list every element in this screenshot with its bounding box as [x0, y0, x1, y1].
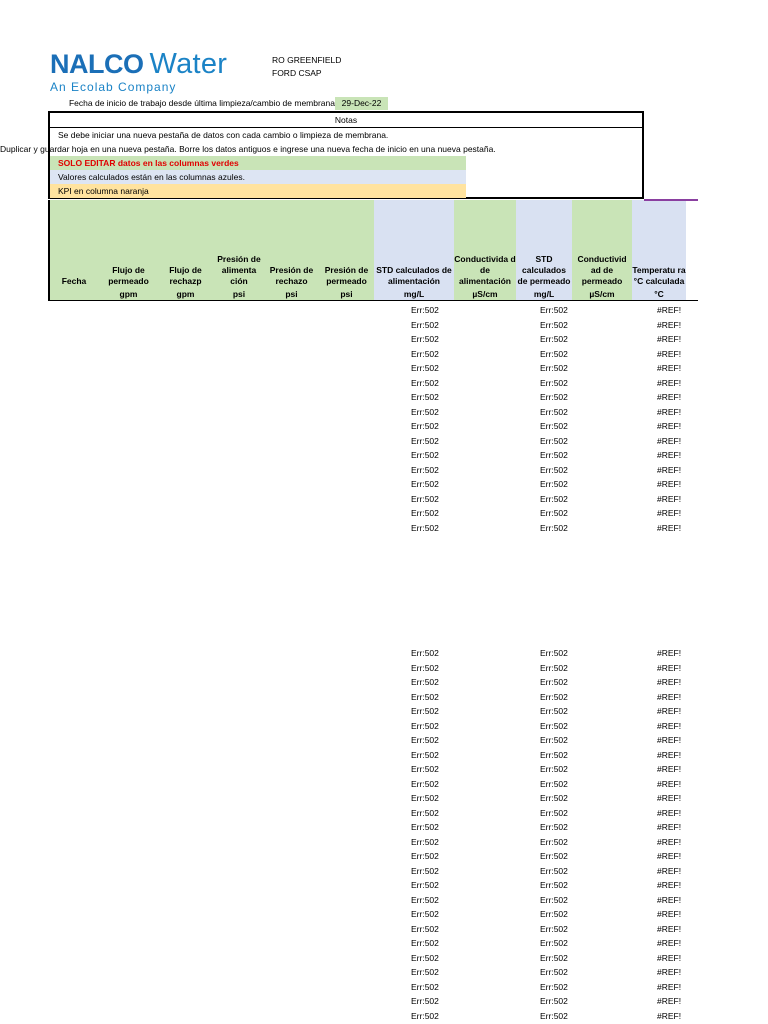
std-feed-cell[interactable]: Err:502: [411, 508, 439, 518]
table-row: [0, 492, 768, 507]
std-permeate-cell[interactable]: Err:502: [540, 851, 568, 861]
table-row: [0, 506, 768, 521]
std-feed-cell[interactable]: Err:502: [411, 996, 439, 1006]
table-row: [0, 318, 768, 333]
std-permeate-cell[interactable]: Err:502: [540, 836, 568, 847]
table-row: [0, 965, 768, 980]
std-feed-cell[interactable]: Err:502: [411, 450, 439, 460]
std-permeate-cell[interactable]: Err:502: [540, 880, 568, 890]
table-row: [0, 690, 768, 705]
std-permeate-cell[interactable]: Err:502: [540, 648, 568, 658]
col-header-flujo-rechazo: Flujo de rechazp gpm: [157, 200, 214, 300]
temperature-cell[interactable]: #REF!: [657, 319, 682, 330]
temperature-cell[interactable]: #REF!: [657, 435, 682, 446]
std-permeate-cell[interactable]: Err:502: [540, 662, 568, 673]
temperature-cell[interactable]: #REF!: [657, 662, 682, 673]
std-permeate-cell[interactable]: Err:502: [540, 1010, 568, 1021]
table-row: [0, 791, 768, 806]
temperature-cell[interactable]: #REF!: [657, 479, 682, 489]
temperature-cell[interactable]: #REF!: [657, 938, 682, 948]
std-feed-cell[interactable]: Err:502: [411, 793, 439, 803]
std-permeate-cell[interactable]: Err:502: [540, 450, 568, 460]
table-row: [0, 332, 768, 347]
std-permeate-cell[interactable]: Err:502: [540, 435, 568, 446]
temperature-cell[interactable]: #REF!: [657, 522, 682, 533]
table-row: [0, 376, 768, 391]
std-feed-cell[interactable]: Err:502: [411, 691, 439, 702]
table-row: [0, 646, 768, 661]
std-permeate-cell[interactable]: Err:502: [540, 967, 568, 977]
std-permeate-cell[interactable]: Err:502: [540, 348, 568, 359]
std-permeate-cell[interactable]: Err:502: [540, 421, 568, 431]
std-feed-cell[interactable]: Err:502: [411, 662, 439, 673]
temperature-cell[interactable]: #REF!: [657, 450, 682, 460]
std-permeate-cell[interactable]: Err:502: [540, 479, 568, 489]
temperature-cell[interactable]: #REF!: [657, 677, 682, 687]
std-feed-cell[interactable]: Err:502: [411, 348, 439, 359]
temperature-cell[interactable]: #REF!: [657, 923, 682, 934]
std-permeate-cell[interactable]: Err:502: [540, 909, 568, 919]
temperature-cell[interactable]: #REF!: [657, 865, 682, 876]
temperature-cell[interactable]: #REF!: [657, 305, 682, 315]
table-row: [0, 1009, 768, 1024]
header-bottom-border: [48, 300, 698, 301]
col-header-presion-alimentacion: Presión de alimenta ción psi: [214, 200, 264, 300]
std-feed-cell[interactable]: Err:502: [411, 735, 439, 745]
std-permeate-cell[interactable]: Err:502: [540, 822, 568, 832]
table-row: [0, 864, 768, 879]
note-blue-columns: Valores calculados están en las columnas azules.: [50, 170, 466, 184]
table-row: [0, 806, 768, 821]
table-header: [48, 200, 686, 300]
std-permeate-cell[interactable]: Err:502: [540, 981, 568, 992]
col-header-std-alimentacion: STD calculados de alimentación mg/L: [374, 200, 454, 300]
std-feed-cell[interactable]: Err:502: [411, 377, 439, 388]
std-feed-cell[interactable]: Err:502: [411, 952, 439, 963]
std-feed-cell[interactable]: Err:502: [411, 305, 439, 315]
std-feed-cell[interactable]: Err:502: [411, 749, 439, 760]
table-row: [0, 719, 768, 734]
table-row: [0, 922, 768, 937]
table-row: [0, 361, 768, 376]
note-duplicate: Duplicar y guardar hoja en una nueva pestaña. Borre los datos antiguos e ingrese una nueva fecha de inicio en una nueva pestaña.: [0, 144, 496, 154]
table-row: [0, 951, 768, 966]
std-permeate-cell[interactable]: Err:502: [540, 377, 568, 388]
std-feed-cell[interactable]: Err:502: [411, 764, 439, 774]
table-row: [0, 477, 768, 492]
std-feed-cell[interactable]: Err:502: [411, 479, 439, 489]
logo-tagline: An Ecolab Company: [50, 80, 177, 94]
temperature-cell[interactable]: #REF!: [657, 793, 682, 803]
table-row: [0, 733, 768, 748]
std-permeate-cell[interactable]: Err:502: [540, 996, 568, 1006]
temperature-cell[interactable]: #REF!: [657, 648, 682, 658]
std-feed-cell[interactable]: Err:502: [411, 865, 439, 876]
table-row: [0, 893, 768, 908]
std-feed-cell[interactable]: Err:502: [411, 807, 439, 818]
note-green-columns: SOLO EDITAR datos en las columnas verdes: [50, 156, 466, 170]
note-new-tab: Se debe iniciar una nueva pestaña de datos con cada cambio o limpieza de membrana.: [58, 130, 389, 140]
table-row: [0, 748, 768, 763]
temperature-cell[interactable]: #REF!: [657, 894, 682, 905]
col-header-flujo-permeado: Flujo de permeado gpm: [100, 200, 157, 300]
std-permeate-cell[interactable]: Err:502: [540, 735, 568, 745]
temperature-cell[interactable]: #REF!: [657, 749, 682, 760]
col-header-std-permeado: STD calculados de permeado mg/L: [516, 200, 572, 300]
std-feed-cell[interactable]: Err:502: [411, 392, 439, 402]
std-feed-cell[interactable]: Err:502: [411, 464, 439, 475]
table-row: [0, 994, 768, 1009]
table-row: [0, 521, 768, 536]
std-permeate-cell[interactable]: Err:502: [540, 865, 568, 876]
std-permeate-cell[interactable]: Err:502: [540, 363, 568, 373]
temperature-cell[interactable]: #REF!: [657, 807, 682, 818]
col-header-presion-permeado: Presión de permeado psi: [319, 200, 374, 300]
col-header-temperatura: Temperatu ra °C calculada °C: [632, 200, 686, 300]
std-permeate-cell[interactable]: Err:502: [540, 406, 568, 417]
std-feed-cell[interactable]: Err:502: [411, 720, 439, 731]
temperature-cell[interactable]: #REF!: [657, 952, 682, 963]
table-row: [0, 419, 768, 434]
notes-title: Notas: [50, 113, 642, 128]
std-permeate-cell[interactable]: Err:502: [540, 334, 568, 344]
std-feed-cell[interactable]: Err:502: [411, 493, 439, 504]
std-feed-cell[interactable]: Err:502: [411, 967, 439, 977]
col-header-fecha: Fecha: [48, 200, 100, 300]
temperature-cell[interactable]: #REF!: [657, 836, 682, 847]
logo-product: Water: [149, 48, 228, 80]
std-feed-cell[interactable]: Err:502: [411, 1010, 439, 1021]
temperature-cell[interactable]: #REF!: [657, 880, 682, 890]
std-permeate-cell[interactable]: Err:502: [540, 319, 568, 330]
temperature-cell[interactable]: #REF!: [657, 508, 682, 518]
table-row: [0, 835, 768, 850]
temperature-cell[interactable]: #REF!: [657, 363, 682, 373]
std-feed-cell[interactable]: Err:502: [411, 909, 439, 919]
std-feed-cell[interactable]: Err:502: [411, 836, 439, 847]
temperature-cell[interactable]: #REF!: [657, 822, 682, 832]
table-row: [0, 849, 768, 864]
site-subname: FORD CSAP: [272, 68, 322, 78]
std-permeate-cell[interactable]: Err:502: [540, 392, 568, 402]
logo-brand: NALCO: [50, 49, 144, 79]
table-row: [0, 347, 768, 362]
table-row: [0, 980, 768, 995]
std-permeate-cell[interactable]: Err:502: [540, 807, 568, 818]
start-date-cell[interactable]: 29-Dec-22: [335, 97, 388, 110]
table-row: [0, 661, 768, 676]
std-permeate-cell[interactable]: Err:502: [540, 464, 568, 475]
std-feed-cell[interactable]: Err:502: [411, 421, 439, 431]
temperature-cell[interactable]: #REF!: [657, 706, 682, 716]
temperature-cell[interactable]: #REF!: [657, 735, 682, 745]
std-permeate-cell[interactable]: Err:502: [540, 677, 568, 687]
temperature-cell[interactable]: #REF!: [657, 764, 682, 774]
temperature-cell[interactable]: #REF!: [657, 348, 682, 359]
nalco-water-logo: [50, 48, 227, 94]
table-row: [0, 820, 768, 835]
temperature-cell[interactable]: #REF!: [657, 967, 682, 977]
table-row: [0, 936, 768, 951]
std-permeate-cell[interactable]: Err:502: [540, 894, 568, 905]
table-row: [0, 907, 768, 922]
std-feed-cell[interactable]: Err:502: [411, 923, 439, 934]
data-block-1: [0, 303, 768, 535]
header-left-border: [48, 200, 50, 300]
col-header-conductividad-alimentacion: Conductivida d de alimentación µS/cm: [454, 200, 516, 300]
std-feed-cell[interactable]: Err:502: [411, 706, 439, 716]
temperature-cell[interactable]: #REF!: [657, 493, 682, 504]
std-feed-cell[interactable]: Err:502: [411, 522, 439, 533]
temperature-cell[interactable]: #REF!: [657, 464, 682, 475]
std-permeate-cell[interactable]: Err:502: [540, 493, 568, 504]
temperature-cell[interactable]: #REF!: [657, 909, 682, 919]
table-row: [0, 303, 768, 318]
table-row: [0, 878, 768, 893]
std-feed-cell[interactable]: Err:502: [411, 851, 439, 861]
std-feed-cell[interactable]: Err:502: [411, 363, 439, 373]
temperature-cell[interactable]: #REF!: [657, 981, 682, 992]
note-kpi-column: KPI en columna naranja: [50, 184, 466, 198]
table-row: [0, 704, 768, 719]
std-feed-cell[interactable]: Err:502: [411, 981, 439, 992]
std-feed-cell[interactable]: Err:502: [411, 880, 439, 890]
std-feed-cell[interactable]: Err:502: [411, 334, 439, 344]
std-permeate-cell[interactable]: Err:502: [540, 764, 568, 774]
table-row: [0, 448, 768, 463]
std-permeate-cell[interactable]: Err:502: [540, 793, 568, 803]
std-feed-cell[interactable]: Err:502: [411, 938, 439, 948]
temperature-cell[interactable]: #REF!: [657, 996, 682, 1006]
table-row: [0, 463, 768, 478]
std-feed-cell[interactable]: Err:502: [411, 435, 439, 446]
std-permeate-cell[interactable]: Err:502: [540, 691, 568, 702]
std-permeate-cell[interactable]: Err:502: [540, 508, 568, 518]
temperature-cell[interactable]: #REF!: [657, 334, 682, 344]
table-row: [0, 777, 768, 792]
std-permeate-cell[interactable]: Err:502: [540, 778, 568, 789]
temperature-cell[interactable]: #REF!: [657, 392, 682, 402]
table-row: [0, 675, 768, 690]
temperature-cell[interactable]: #REF!: [657, 851, 682, 861]
temperature-cell[interactable]: #REF!: [657, 421, 682, 431]
std-feed-cell[interactable]: Err:502: [411, 778, 439, 789]
table-row: [0, 405, 768, 420]
site-info: [272, 54, 341, 80]
std-permeate-cell[interactable]: Err:502: [540, 305, 568, 315]
std-feed-cell[interactable]: Err:502: [411, 406, 439, 417]
std-feed-cell[interactable]: Err:502: [411, 677, 439, 687]
std-permeate-cell[interactable]: Err:502: [540, 720, 568, 731]
temperature-cell[interactable]: #REF!: [657, 691, 682, 702]
col-header-conductividad-permeado: Conductivid ad de permeado µS/cm: [572, 200, 632, 300]
std-permeate-cell[interactable]: Err:502: [540, 749, 568, 760]
std-feed-cell[interactable]: Err:502: [411, 822, 439, 832]
std-permeate-cell[interactable]: Err:502: [540, 952, 568, 963]
std-permeate-cell[interactable]: Err:502: [540, 522, 568, 533]
table-row: [0, 762, 768, 777]
site-name: RO GREENFIELD: [272, 55, 342, 65]
std-feed-cell[interactable]: Err:502: [411, 648, 439, 658]
temperature-cell[interactable]: #REF!: [657, 406, 682, 417]
start-date-label: Fecha de inicio de trabajo desde última limpieza/cambio de membrana: [68, 98, 335, 108]
temperature-cell[interactable]: #REF!: [657, 1010, 682, 1021]
std-feed-cell[interactable]: Err:502: [411, 319, 439, 330]
std-permeate-cell[interactable]: Err:502: [540, 706, 568, 716]
col-header-presion-rechazo: Presión de rechazo psi: [264, 200, 319, 300]
std-feed-cell[interactable]: Err:502: [411, 894, 439, 905]
std-permeate-cell[interactable]: Err:502: [540, 923, 568, 934]
table-row: [0, 434, 768, 449]
temperature-cell[interactable]: #REF!: [657, 778, 682, 789]
data-block-2: [0, 646, 768, 1023]
std-permeate-cell[interactable]: Err:502: [540, 938, 568, 948]
kpi-column-marker: [644, 199, 698, 201]
temperature-cell[interactable]: #REF!: [657, 377, 682, 388]
temperature-cell[interactable]: #REF!: [657, 720, 682, 731]
table-row: [0, 390, 768, 405]
